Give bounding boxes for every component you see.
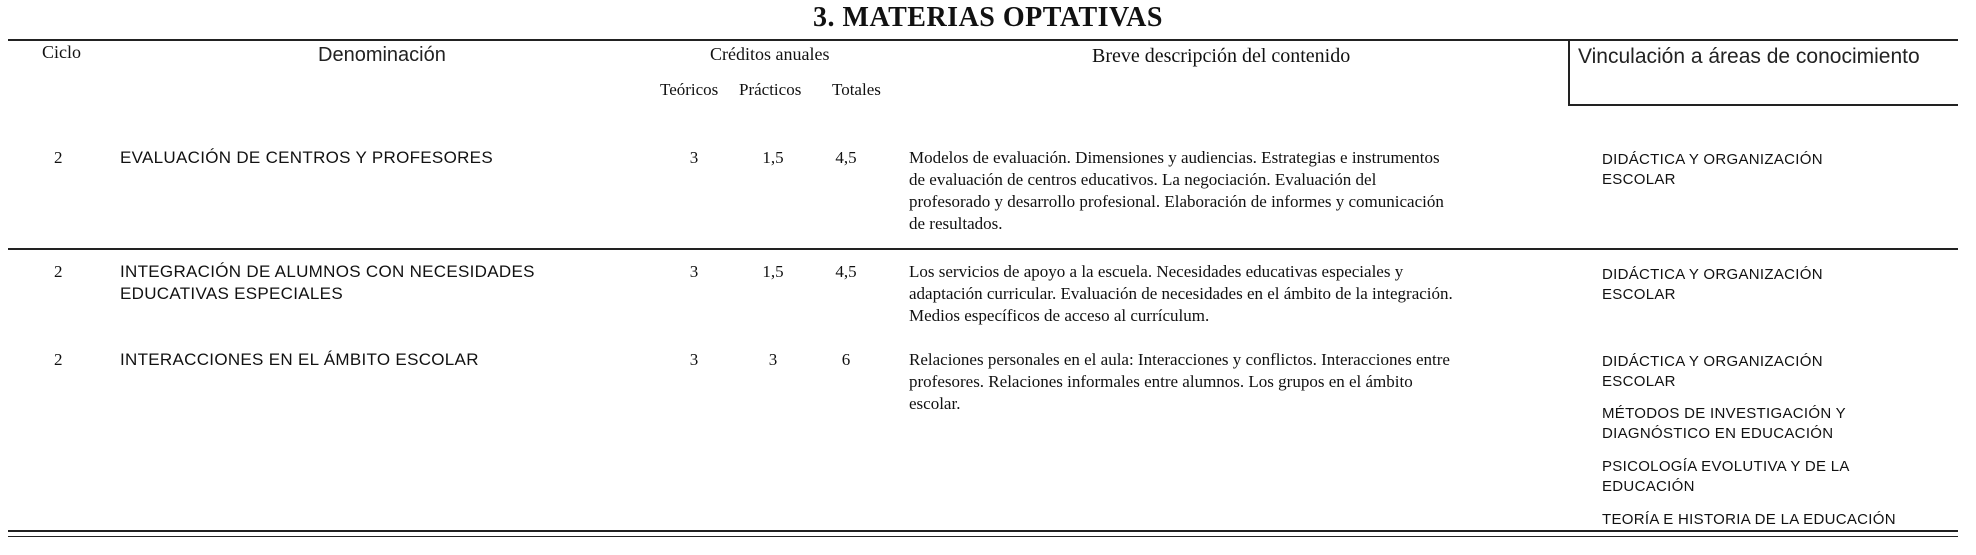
header-sub-rule xyxy=(1568,104,1958,106)
row-divider xyxy=(8,248,1958,250)
row3-practicos: 3 xyxy=(768,350,778,369)
row2-teoricos: 3 xyxy=(689,262,699,281)
row1-practicos: 1,5 xyxy=(762,148,784,167)
row3-totales: 6 xyxy=(841,350,851,369)
header-divider xyxy=(1568,40,1570,106)
row3-denominacion: INTERACCIONES EN EL ÁMBITO ESCOLAR xyxy=(120,350,479,369)
row3-ciclo: 2 xyxy=(54,350,63,369)
row1-denominacion: EVALUACIÓN DE CENTROS Y PROFESORES xyxy=(120,148,493,167)
row2-practicos: 1,5 xyxy=(762,262,784,281)
row3-descripcion: Relaciones personales en el aula: Interacciones y conflictos. Interacciones entre profesores. Relaciones informales entre alumnos. Los grupos en el ámbito escolar. xyxy=(909,350,1450,413)
header-descripcion: Breve descripción del contenido xyxy=(1092,45,1351,67)
row1-area: DIDÁCTICA Y ORGANIZACIÓN ESCOLAR xyxy=(1602,151,1823,188)
header-ciclo: Ciclo xyxy=(42,42,81,62)
table-bottom-rule xyxy=(8,530,1958,532)
row3-area-3: PSICOLOGÍA EVOLUTIVA Y DE LA EDUCACIÓN xyxy=(1602,458,1850,495)
header-denominacion: Denominación xyxy=(318,44,446,66)
row1-totales: 4,5 xyxy=(835,148,857,167)
header-vinculacion: Vinculación a áreas de conocimiento xyxy=(1578,45,1920,68)
header-practicos: Prácticos xyxy=(739,80,802,99)
page-title: 3. MATERIAS OPTATIVAS xyxy=(813,2,1163,33)
row3-area-1: DIDÁCTICA Y ORGANIZACIÓN ESCOLAR xyxy=(1602,353,1823,390)
row2-descripcion: Los servicios de apoyo a la escuela. Necesidades educativas especiales y adaptación curricular. Evaluación de necesidades en el ámbito de la integración. Medios específicos de acceso al currículum. xyxy=(909,262,1453,325)
header-totales: Totales xyxy=(832,80,881,99)
row2-area: DIDÁCTICA Y ORGANIZACIÓN ESCOLAR xyxy=(1602,266,1823,303)
row2-ciclo: 2 xyxy=(54,262,63,281)
row3-teoricos: 3 xyxy=(689,350,699,369)
row1-teoricos: 3 xyxy=(689,148,699,167)
row1-descripcion: Modelos de evaluación. Dimensiones y audiencias. Estrategias e instrumentos de evaluación de centros educativos. La negociación. Evaluación del profesorado y desarrollo profesional. Elaboración de informes y comunicación de resultados. xyxy=(909,148,1444,233)
table-bottom-rule-2 xyxy=(8,536,1958,537)
row2-denominacion: INTEGRACIÓN DE ALUMNOS CON NECESIDADES EDUCATIVAS ESPECIALES xyxy=(120,262,535,303)
row3-area-4: TEORÍA E HISTORIA DE LA EDUCACIÓN xyxy=(1602,511,1896,528)
header-teoricos: Teóricos xyxy=(660,80,719,99)
row1-ciclo: 2 xyxy=(54,148,63,167)
header-creditos: Créditos anuales xyxy=(710,44,830,64)
row3-area-2: MÉTODOS DE INVESTIGACIÓN Y DIAGNÓSTICO EN EDUCACIÓN xyxy=(1602,405,1846,442)
row2-totales: 4,5 xyxy=(835,262,857,281)
header-top-rule xyxy=(8,39,1958,41)
